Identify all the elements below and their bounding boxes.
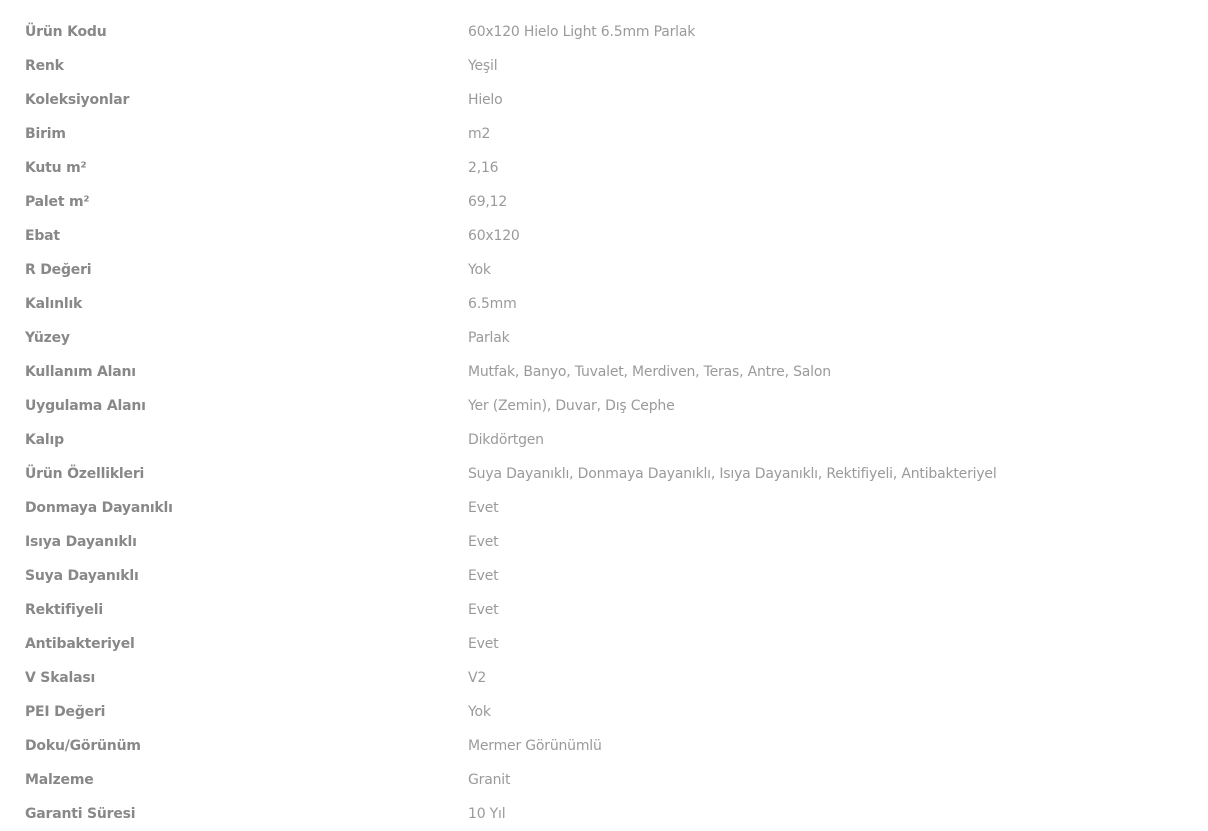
spec-row-ebat: [0, 219, 1208, 253]
spec-row-suya-dayanikli: [0, 559, 1208, 593]
spec-value: 2,16: [468, 160, 499, 176]
spec-value: Granit: [468, 772, 511, 788]
spec-value: Mermer Görünümlü: [468, 738, 602, 754]
spec-value: Evet: [468, 534, 499, 550]
spec-label: Yüzey: [25, 330, 70, 346]
spec-value: Suya Dayanıklı, Donmaya Dayanıklı, Isıya Dayanıklı, Rektifiyeli, Antibakteriyel: [468, 466, 997, 482]
spec-value: Evet: [468, 636, 499, 652]
spec-value: Dikdörtgen: [468, 432, 544, 448]
spec-row-v-skalasi: [0, 661, 1208, 695]
spec-value: Yok: [468, 704, 491, 720]
spec-value: Yok: [468, 262, 491, 278]
spec-row-yuzey: [0, 321, 1208, 355]
spec-row-kalinlik: [0, 287, 1208, 321]
spec-value: Yer (Zemin), Duvar, Dış Cephe: [468, 398, 675, 414]
spec-value: Yeşil: [468, 58, 498, 74]
spec-value: Evet: [468, 500, 499, 516]
spec-label: Garanti Süresi: [25, 806, 136, 822]
spec-label: Ürün Özellikleri: [25, 466, 145, 482]
spec-value: Parlak: [468, 330, 510, 346]
spec-row-doku-gorunum: [0, 729, 1208, 763]
spec-row-urun-ozellikleri: [0, 457, 1208, 491]
spec-row-koleksiyonlar: [0, 83, 1208, 117]
spec-row-kalip: [0, 423, 1208, 457]
spec-row-isiya-dayanikli: [0, 525, 1208, 559]
spec-row-kullanim-alani: [0, 355, 1208, 389]
spec-value: 60x120 Hielo Light 6.5mm Parlak: [468, 24, 696, 40]
spec-row-renk: [0, 49, 1208, 83]
spec-label: Donmaya Dayanıklı: [25, 500, 173, 516]
spec-row-palet-m2: [0, 185, 1208, 219]
spec-value: V2: [468, 670, 487, 686]
spec-row-antibakteriyel: [0, 627, 1208, 661]
spec-label: Kalınlık: [25, 296, 83, 312]
spec-value: 10 Yıl: [468, 806, 506, 822]
spec-row-garanti-suresi: [0, 797, 1208, 831]
spec-value: 6.5mm: [468, 296, 517, 312]
spec-label: Kalıp: [25, 432, 64, 448]
spec-value: m2: [468, 126, 491, 142]
spec-row-pei-degeri: [0, 695, 1208, 729]
spec-value: Hielo: [468, 92, 503, 108]
spec-label: R Değeri: [25, 262, 92, 278]
spec-label: Uygulama Alanı: [25, 398, 146, 414]
spec-value: 69,12: [468, 194, 508, 210]
spec-label: PEI Değeri: [25, 704, 106, 720]
spec-label: Ebat: [25, 228, 60, 244]
spec-label: Suya Dayanıklı: [25, 568, 139, 584]
spec-row-malzeme: [0, 763, 1208, 797]
spec-row-urun-kodu: [0, 15, 1208, 49]
spec-value: Mutfak, Banyo, Tuvalet, Merdiven, Teras, Antre, Salon: [468, 364, 831, 380]
spec-row-kutu-m2: [0, 151, 1208, 185]
spec-row-donmaya-dayanikli: [0, 491, 1208, 525]
spec-label: Malzeme: [25, 772, 94, 788]
spec-value: 60x120: [468, 228, 520, 244]
spec-label: Ürün Kodu: [25, 24, 107, 40]
spec-row-r-degeri: [0, 253, 1208, 287]
spec-label: Kutu m²: [25, 160, 87, 176]
spec-row-uygulama-alani: [0, 389, 1208, 423]
spec-value: Evet: [468, 602, 499, 618]
spec-label: Renk: [25, 58, 64, 74]
spec-label: Koleksiyonlar: [25, 92, 130, 108]
spec-row-birim: [0, 117, 1208, 151]
spec-row-rektifiyeli: [0, 593, 1208, 627]
spec-value: Evet: [468, 568, 499, 584]
spec-label: Isıya Dayanıklı: [25, 534, 137, 550]
spec-label: Palet m²: [25, 194, 90, 210]
spec-label: Kullanım Alanı: [25, 364, 136, 380]
spec-label: V Skalası: [25, 670, 96, 686]
spec-label: Antibakteriyel: [25, 636, 135, 652]
spec-label: Birim: [25, 126, 66, 142]
spec-label: Rektifiyeli: [25, 602, 103, 618]
spec-label: Doku/Görünüm: [25, 738, 141, 754]
